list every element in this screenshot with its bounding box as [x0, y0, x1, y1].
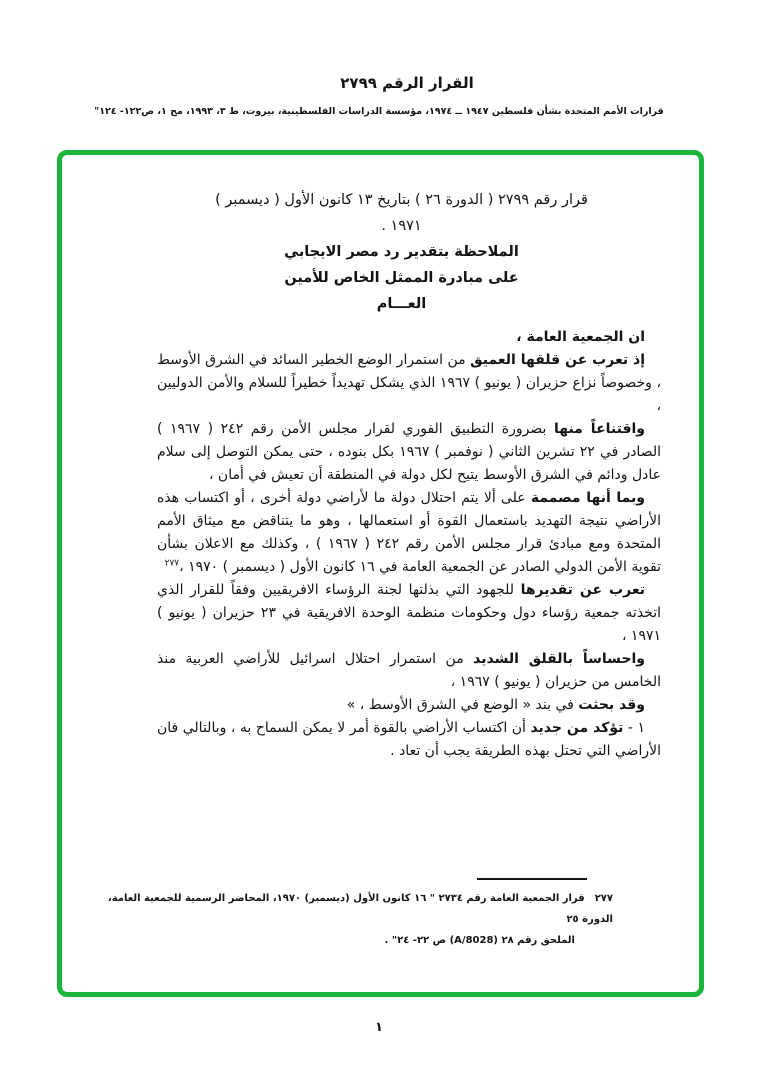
page-number: ١ [375, 1020, 383, 1035]
resolution-paragraph [157, 326, 661, 349]
paragraph-lead: ان الجمعية العامة ، [516, 329, 645, 345]
resolution-body [157, 326, 661, 763]
resolution-paragraph [157, 487, 661, 579]
paragraph-text: على ألا يتم احتلال دولة ما لأراضي دولة أخرى ، أو اكتساب هذه الأراضي نتيجة التهديد باستعمال القوة أو استعمالها ، وهو ما يتناقض مع ميثاق الأمم المتحدة ومع مبادئ قرار مجلس الأمن رقم ٢٤٢ ( ١٩٦٧ ) ، وكذلك مع الاعلان بشأن تقوية الأمن الدولي الصادر عن الجمعية العامة في ١٦ كانون الأول ( ديسمبر ) ١٩٧٠ ، [157, 490, 661, 575]
paragraph-lead: واقتناعاً منها [553, 421, 645, 437]
resolution-paragraph [157, 694, 661, 717]
resolution-subtitle-line-1: الملاحظة بتقدير رد مصر الايجابي [284, 244, 519, 260]
footnote-line-1 [107, 888, 613, 930]
resolution-heading-line-1: قرار رقم ٢٧٩٩ ( الدورة ٢٦ ) بتاريخ ١٣ كانون الأول ( ديسمبر ) [215, 192, 588, 208]
resolution-subtitle-line-2: على مبادرة الممثل الخاص للأمين [284, 270, 519, 286]
resolution-heading [142, 187, 661, 317]
footnote-marker: ٢٧٧ [594, 893, 613, 904]
resolution-paragraph [157, 579, 661, 648]
paragraph-text: في بند « الوضع في الشرق الأوسط ، » [346, 697, 579, 713]
paragraph-lead: تؤكد من جديد [530, 720, 624, 736]
paragraph-text: من استمرار الوضع الخطير السائد في الشرق الأوسط ، وخصوصاً نزاع حزيران ( يونيو ) ١٩٦٧ الذي يشكل تهديداً خطيراً للسلام والأمن الدوليين ، [157, 352, 661, 414]
paragraph-lead: وقد بحثت [578, 697, 645, 713]
paragraph-text: للجهود التي بذلتها لجنة الرؤساء الافريقيين وفقاً للقرار الذي اتخذته جمعية رؤساء دول وحكومات منظمة الوحدة الافريقية في ٢٣ حزيران ( يونيو ) ١٩٧١ ، [157, 582, 662, 644]
paragraph-text: من استمرار احتلال اسرائيل للأراضي العربية منذ الخامس من حزيران ( يونيو ) ١٩٦٧ ، [157, 651, 661, 690]
footnote-separator-rule [477, 878, 587, 880]
paragraph-text: أن اكتساب الأراضي بالقوة أمر لا يمكن السماح به ، وبالتالي فان الأراضي التي تحتل بهذه الطريقة يجب أن تعاد . [157, 720, 661, 759]
document-title: القرار الرقم ٢٧٩٩ [340, 74, 474, 92]
resolution-paragraph [157, 418, 661, 487]
paragraph-lead: واحساساً بالقلق الشديد [473, 651, 645, 667]
footnote-reference: ٢٧٧ [164, 558, 180, 569]
paragraph-lead: تعرب عن تقديرها [520, 582, 645, 598]
paragraph-lead: وبما أنها مصممة [530, 490, 646, 506]
highlight-border-box [57, 150, 704, 997]
resolution-paragraph [157, 717, 661, 763]
resolution-paragraph [157, 349, 661, 418]
resolution-paragraph [157, 648, 661, 694]
footnote-text-line-2: الملحق رقم ٢٨ (A/8028) ص ٢٢- ٢٤" . [384, 935, 575, 946]
paragraph-number: ١ - [623, 720, 645, 736]
paragraph-text: بضرورة التطبيق الفوري لقرار مجلس الأمن رقم ٢٤٢ ( ١٩٦٧ ) الصادر في ٢٢ تشرين الثاني ( نوفمبر ) ١٩٦٧ بكل بنوده ، حتى يمكن التوصل إلى سلام عادل ودائم في الشرق الأوسط يتيح لكل دولة في المنطقة أن تعيش في أمان ، [157, 421, 661, 483]
footnote-area [107, 878, 613, 951]
resolution-subtitle-line-3: العـــام [376, 296, 427, 312]
footnote-text-line-1: قرار الجمعية العامة رقم ٢٧٣٤ " ١٦ كانون الأول (ديسمبر) ١٩٧٠، المحاضر الرسمية للجمعية العامة، الدورة ٢٥ [107, 893, 613, 925]
paragraph-lead: إذ تعرب عن قلقها العميق [470, 352, 646, 368]
resolution-heading-line-2: ١٩٧١ . [381, 218, 422, 234]
source-citation: قرارات الأمم المتحدة بشأن فلسطين ١٩٤٧ ــ ١٩٧٤، مؤسسة الدراسات الفلسطينية، بيروت، ط ٣، ١٩٩٣، مج ١، ص١٢٢- ١٢٤" [94, 106, 664, 117]
